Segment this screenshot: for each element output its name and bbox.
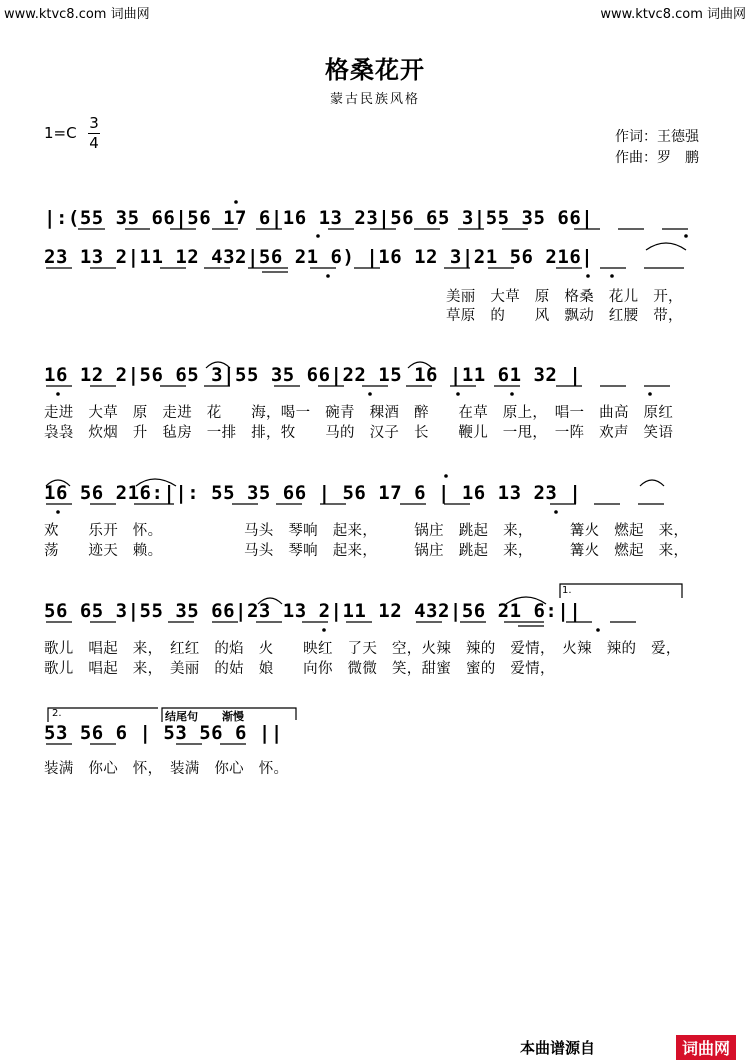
notation-row-4: 16 56 216:||: 55 35 66 | 56 17 6 | 16 13 23 |: [44, 482, 582, 504]
song-title: 格桑花开: [325, 56, 425, 84]
ritardando-tag: 渐慢: [222, 710, 244, 723]
notation-row-3: 16 12 2|56 65 3|55 35 66|22 15 16 |11 61 32 |: [44, 364, 582, 386]
time-signature-bottom: 4: [89, 134, 99, 152]
lyric-row-4-verse-2: 荡 迹天 赖。 马头 琴响 起来， 锅庄 跳起 来， 篝火 燃起 来，: [44, 543, 689, 559]
lyric-row-3-verse-2: 袅袅 炊烟 升 毡房 一排 排，牧 马的 汉子 长 鞭儿 一甩， 一阵 欢声 笑语: [44, 425, 674, 441]
volta-2-label: 2.: [52, 708, 62, 719]
lyric-row-5-verse-2: 歌儿 唱起 来， 美丽 的姑 娘 向你 微微 笑，甜蜜 蜜的 爱情，: [44, 661, 555, 677]
footer-source: 本曲谱源自: [520, 1039, 596, 1057]
lyric-row-3-verse-1: 走进 大草 原 走进 花 海，喝一 碗青 稞酒 醉 在草 原上， 唱一 曲高 原红: [44, 405, 674, 421]
lyric-row-2-verse-2: 草原 的 风 飘动 红腰 带，: [446, 308, 683, 324]
footer-logo: 词曲网: [676, 1035, 736, 1060]
notation-row-5: 56 65 3|55 35 66|23 13 2|11 12 432|56 21 6:||: [44, 600, 582, 622]
notation-row-6: 53 56 6 | 53 56 6 ||: [44, 722, 283, 744]
lyric-row-6: 装满 你心 怀， 装满 你心 怀。: [44, 761, 289, 777]
key-signature: 1=C: [44, 124, 77, 142]
watermark-left: www.ktvc8.com 词曲网: [4, 7, 150, 22]
volta-1-label: 1.: [562, 585, 572, 596]
lyric-row-5-verse-1: 歌儿 唱起 来， 红红 的焰 火 映红 了天 空，火辣 辣的 爱情， 火辣 辣的 爱，: [44, 641, 681, 657]
notation-row-1: |:(55 35 66|56 17 6|16 13 23|56 65 3|55 35 66|: [44, 207, 594, 229]
notation-row-2: 23 13 2|11 12 432|56 21 6) |16 12 3|21 56 216|: [44, 246, 594, 268]
lyric-row-4-verse-1: 欢 乐开 怀。 马头 琴响 起来， 锅庄 跳起 来， 篝火 燃起 来，: [44, 523, 689, 539]
composer-credit: 作曲：罗 鹏: [615, 150, 699, 166]
watermark-right: www.ktvc8.com 词曲网: [600, 7, 746, 22]
lyricist-credit: 作词：王德强: [615, 129, 699, 145]
time-signature-top: 3: [89, 114, 99, 132]
song-subtitle: 蒙古民族风格: [329, 92, 420, 107]
ending-phrase-tag: 结尾句: [165, 710, 198, 723]
lyric-row-2-verse-1: 美丽 大草 原 格桑 花儿 开，: [446, 289, 683, 305]
